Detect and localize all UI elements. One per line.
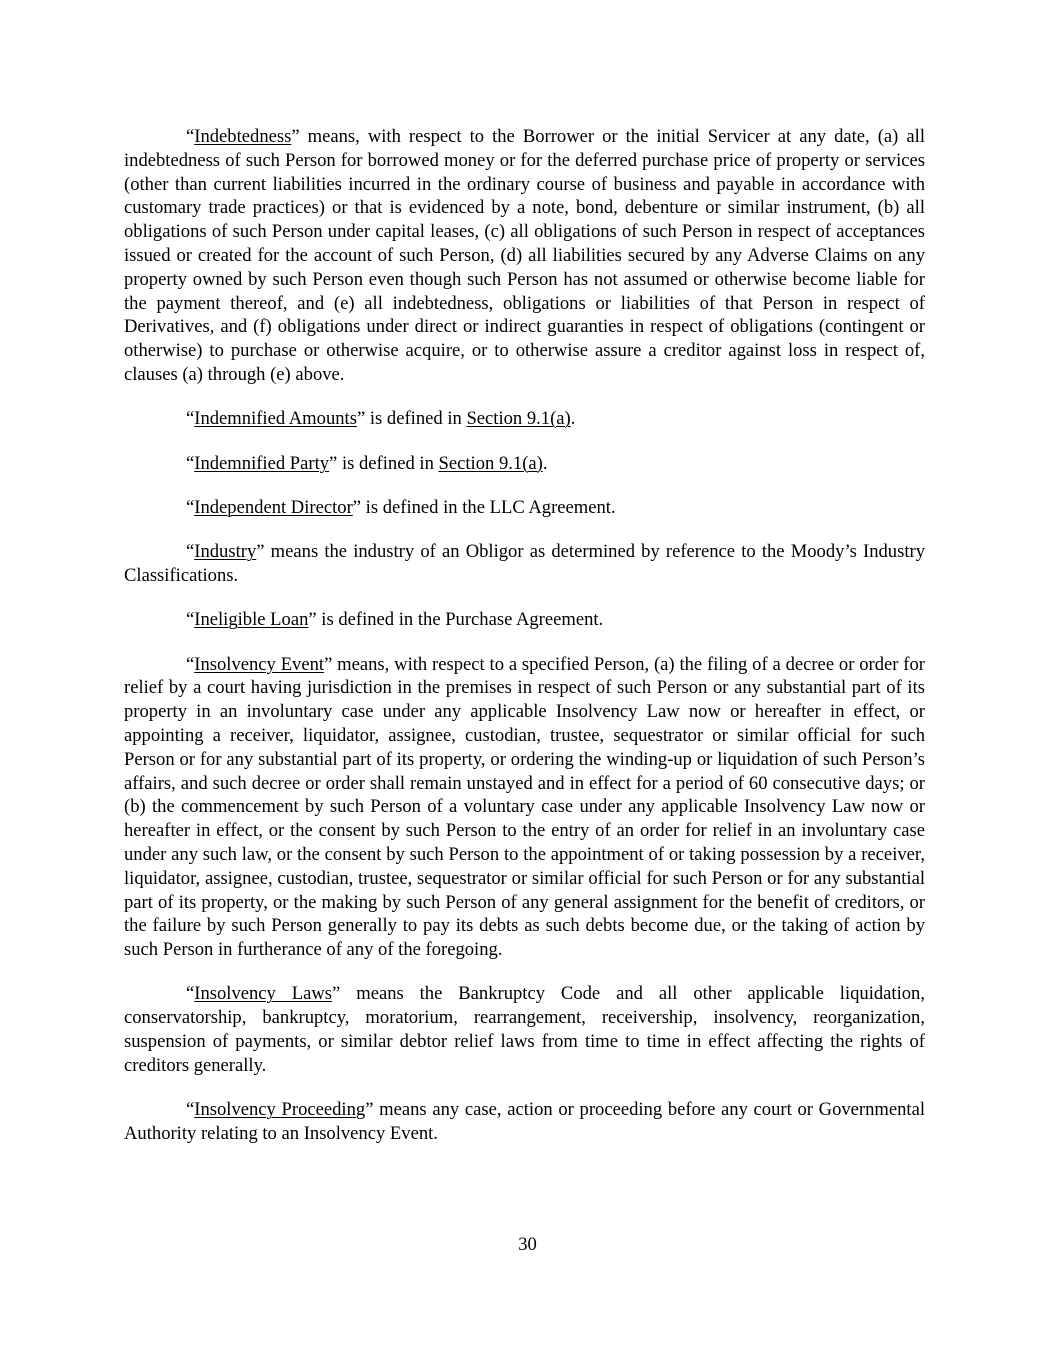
open-quote: “	[186, 1099, 195, 1121]
open-quote: “	[186, 983, 195, 1005]
definition-paragraph	[124, 608, 925, 632]
document-page	[124, 125, 925, 1166]
close-quote: ”	[365, 1099, 374, 1121]
close-quote: ”	[256, 541, 265, 563]
definition-text-end: .	[542, 452, 548, 474]
defined-term: Independent Director	[194, 496, 353, 518]
definition-paragraph	[124, 496, 925, 520]
close-quote: ”	[329, 452, 338, 474]
open-quote: “	[186, 609, 195, 631]
definition-text: means the industry of an Obligor as determined by reference to the Moody’s Industry Classifications.	[124, 541, 925, 586]
close-quote: ”	[324, 653, 333, 675]
definition-paragraph	[124, 982, 925, 1077]
close-quote: ”	[332, 983, 341, 1005]
definition-paragraph	[124, 1098, 925, 1146]
definition-text: means, with respect to the Borrower or the initial Servicer at any date, (a) all indebtedness of such Person for borrowed money or for the deferred purchase price of property or services (other than current liabilities incurred in the ordinary course of business and payable in accordance with customary trade practices) or that is evidenced by a note, bond, debenture or similar instrument, (b) all obligations of such Person under capital leases, (c) all obligations of such Person in respect of acceptances issued or created for the account of such Person, (d) all liabilities secured by any Adverse Claims on any property owned by such Person even though such Person has not assumed or otherwise become liable for the payment thereof, and (e) all indebtedness, obligations or liabilities of that Person in respect of Derivatives, and (f) obligations under direct or indirect guaranties in respect of obligations (contingent or otherwise) to purchase or otherwise acquire, or to otherwise assure a creditor against loss in respect of, clauses (a) through (e) above.	[124, 126, 925, 385]
definition-text: is defined in	[337, 452, 439, 474]
defined-term: Indemnified Amounts	[194, 408, 357, 430]
section-reference: Section 9.1(a)	[438, 452, 543, 474]
definition-text: means, with respect to a specified Person, (a) the filing of a decree or order for relief by a court having jurisdiction in the premises in respect of such Person or any substantial part of its property in an involuntary case under any applicable Insolvency Law now or hereafter in effect, or appointing a receiver, liquidator, assignee, custodian, trustee, sequestrator or similar official for such Person or for any substantial part of its property, or ordering the winding-up or liquidation of such Person’s affairs, and such decree or order shall remain unstayed and in effect for a period of 60 consecutive days; or (b) the commencement by such Person of a voluntary case under any applicable Insolvency Law now or hereafter in effect, or the consent by such Person to the entry of an order for relief in an involuntary case under any such law, or the consent by such Person to the appointment of or taking possession by a receiver, liquidator, assignee, custodian, trustee, sequestrator or similar official for such Person or for any substantial part of its property, or the making by such Person of any general assignment for the benefit of creditors, or the failure by such Person generally to pay its debts as such debts become due, or the taking of action by such Person in furtherance of any of the foregoing.	[124, 653, 925, 961]
definition-text: means any case, action or proceeding before any court or Governmental Authority relating to an Insolvency Event.	[124, 1099, 925, 1144]
open-quote: “	[186, 408, 195, 430]
page-number: 30	[518, 1234, 537, 1255]
definition-paragraph	[124, 125, 925, 387]
defined-term: Insolvency Proceeding	[194, 1099, 366, 1121]
open-quote: “	[186, 452, 195, 474]
definition-text: is defined in the LLC Agreement.	[361, 496, 616, 518]
close-quote: ”	[308, 609, 317, 631]
open-quote: “	[186, 496, 195, 518]
defined-term: Insolvency Laws	[194, 983, 333, 1005]
definition-text-end: .	[570, 408, 576, 430]
close-quote: ”	[352, 496, 362, 518]
definition-text: is defined in the Purchase Agreement.	[316, 609, 604, 631]
defined-term: Industry	[194, 541, 257, 563]
open-quote: “	[186, 541, 195, 563]
definition-paragraph	[124, 540, 925, 588]
open-quote: “	[186, 653, 195, 675]
close-quote: ”	[356, 408, 366, 430]
defined-term: Ineligible Loan	[194, 609, 309, 631]
open-quote: “	[186, 126, 195, 147]
definition-paragraph	[124, 653, 925, 962]
close-quote: ”	[291, 126, 300, 147]
defined-term: Indebtedness	[194, 126, 292, 147]
definition-text: is defined in	[365, 408, 467, 430]
definition-text: means the Bankruptcy Code and all other applicable liquidation, conservatorship, bankruptcy, moratorium, rearrangement, receivership, insolvency, reorganization, suspension of payments, or similar debtor relief laws from time to time in effect affecting the rights of creditors generally.	[124, 983, 925, 1076]
defined-term: Indemnified Party	[194, 452, 330, 474]
definition-paragraph	[124, 452, 925, 476]
defined-term: Insolvency Event	[194, 653, 325, 675]
section-reference: Section 9.1(a)	[466, 408, 571, 430]
definition-paragraph	[124, 407, 925, 431]
